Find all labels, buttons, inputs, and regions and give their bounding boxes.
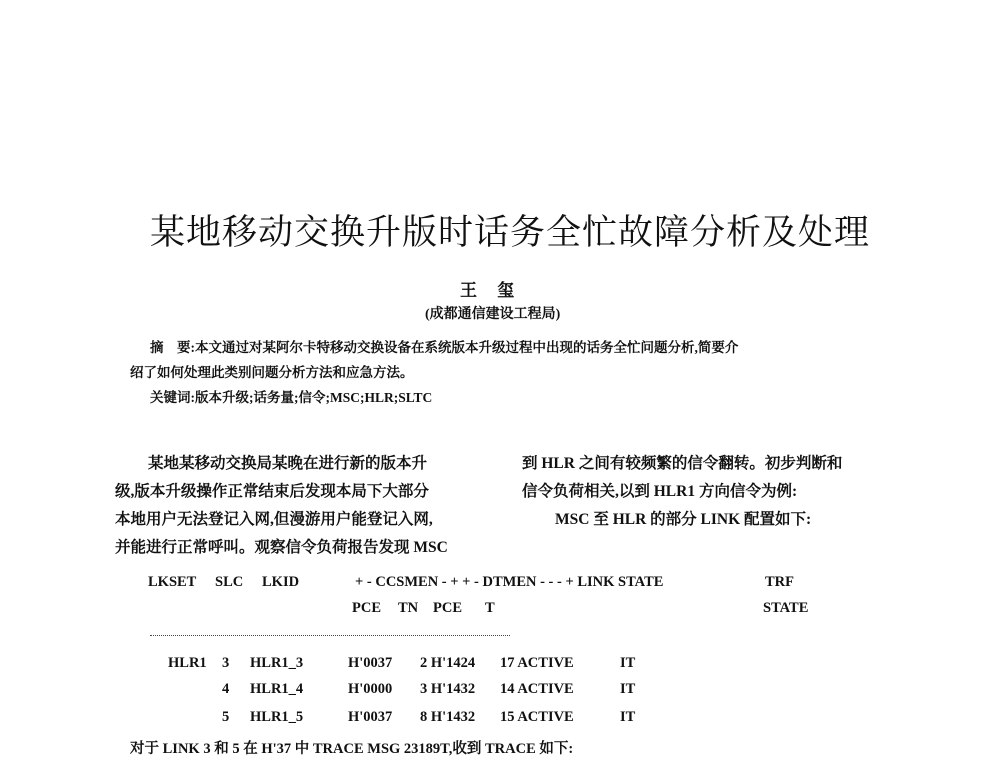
body-left-line: 级,版本升级操作正常结束后发现本局下大部分 xyxy=(115,483,429,500)
cell-tn-pce: 3 H'1432 xyxy=(420,681,476,697)
col-group-header: + - CCSMEN - + + - DTMEN - - - + LINK STATE xyxy=(355,574,664,590)
col-state: STATE xyxy=(763,600,809,616)
cell-trf: IT xyxy=(620,709,636,725)
body-right-line: 信令负荷相关,以到 HLR1 方向信令为例: xyxy=(522,483,798,500)
abstract-text: :本文通过对某阿尔卡特移动交换设备在系统版本升级过程中出现的话务全忙问题分析,简要介 xyxy=(190,340,739,355)
table-divider xyxy=(150,635,510,636)
cell-slc: 4 xyxy=(222,681,230,697)
cell-lkid: HLR1_5 xyxy=(250,709,304,725)
cell-slc: 5 xyxy=(222,709,230,725)
cell-lkid: HLR1_3 xyxy=(250,655,304,671)
col-slc: SLC xyxy=(215,574,244,590)
abstract-label: 摘 要 xyxy=(150,340,191,355)
paper-title: 某地移动交换升版时话务全忙故障分析及处理 xyxy=(150,213,871,252)
col-tn: TN xyxy=(398,600,419,616)
cell-t-state: 14 ACTIVE xyxy=(500,681,574,697)
cell-tn-pce: 8 H'1432 xyxy=(420,709,476,725)
col-lkset: LKSET xyxy=(148,574,197,590)
col-pce-2: PCE xyxy=(433,600,462,616)
affiliation: (成都通信建设工程局) xyxy=(425,307,561,322)
body-left-line: 某地某移动交换局某晚在进行新的版本升 xyxy=(148,455,428,472)
col-trf: TRF xyxy=(765,574,794,590)
cell-tn-pce: 2 H'1424 xyxy=(420,655,476,671)
cell-t-state: 15 ACTIVE xyxy=(500,709,574,725)
author: 王 玺 xyxy=(460,281,523,300)
cell-pce: H'0037 xyxy=(348,655,393,671)
body-left-line: 并能进行正常呼叫。观察信令负荷报告发现 MSC xyxy=(115,539,448,556)
col-pce: PCE xyxy=(352,600,381,616)
col-t: T xyxy=(485,600,495,616)
cell-lkid: HLR1_4 xyxy=(250,681,304,697)
col-lkid: LKID xyxy=(262,574,300,590)
keywords xyxy=(150,386,432,406)
trace-intro-line: 对于 LINK 3 和 5 在 H'37 中 TRACE MSG 23189T,收到 TRACE 如下: xyxy=(130,741,574,757)
abstract-line-1 xyxy=(150,336,738,356)
cell-slc: 3 xyxy=(222,655,230,671)
cell-trf: IT xyxy=(620,681,636,697)
body-left-line: 本地用户无法登记入网,但漫游用户能登记入网, xyxy=(115,511,433,528)
cell-lkset: HLR1 xyxy=(168,655,207,671)
keywords-text: :版本升级;话务量;信令;MSC;HLR;SLTC xyxy=(190,390,433,405)
cell-trf: IT xyxy=(620,655,636,671)
cell-pce: H'0000 xyxy=(348,681,393,697)
cell-t-state: 17 ACTIVE xyxy=(500,655,574,671)
keywords-label: 关键词 xyxy=(150,390,191,405)
body-right-line: MSC 至 HLR 的部分 LINK 配置如下: xyxy=(555,511,812,528)
cell-pce: H'0037 xyxy=(348,709,393,725)
body-right-line: 到 HLR 之间有较频繁的信令翻转。初步判断和 xyxy=(522,455,843,472)
abstract-line-2: 绍了如何处理此类别问题分析方法和应急方法。 xyxy=(130,365,414,380)
